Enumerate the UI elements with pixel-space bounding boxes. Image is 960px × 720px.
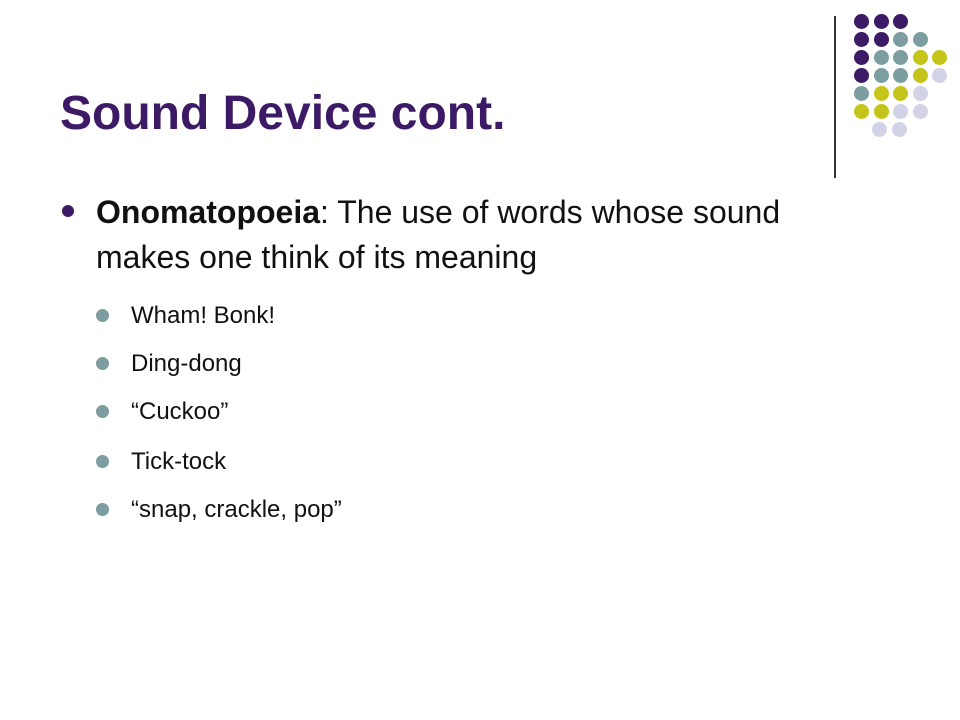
list-item-text: “Cuckoo”: [131, 398, 229, 425]
decorative-divider-line: [834, 16, 836, 178]
decorative-dot: [854, 104, 869, 119]
list-item-text: Wham! Bonk!: [131, 302, 276, 329]
decorative-dot: [893, 50, 908, 65]
decorative-dot: [874, 14, 889, 29]
list-item-text: Ding-dong: [131, 350, 242, 377]
sub-bullet-icon: [96, 405, 109, 418]
sub-bullet-icon: [96, 455, 109, 468]
decorative-dot: [932, 68, 947, 83]
decorative-dot: [854, 86, 869, 101]
decorative-dot: [913, 86, 928, 101]
decorative-dot: [893, 32, 908, 47]
decorative-dot: [854, 68, 869, 83]
term-separator: :: [320, 194, 329, 230]
decorative-dot: [932, 50, 947, 65]
decorative-dot: [893, 14, 908, 29]
decorative-dot: [913, 32, 928, 47]
main-bullet-text: [96, 190, 856, 280]
decorative-dot: [913, 50, 928, 65]
sub-bullet-icon: [96, 357, 109, 370]
decorative-dot: [874, 86, 889, 101]
sub-bullet-icon: [96, 309, 109, 322]
list-item-text: “snap, crackle, pop”: [131, 496, 342, 523]
decorative-dot: [913, 104, 928, 119]
slide-title: Sound Device cont.: [60, 87, 506, 140]
decorative-dot: [893, 86, 908, 101]
decorative-dot: [854, 50, 869, 65]
decorative-dot: [872, 122, 887, 137]
main-bullet-icon: [62, 205, 74, 217]
decorative-dot: [893, 104, 908, 119]
sub-bullet-icon: [96, 503, 109, 516]
term: Onomatopoeia: [96, 194, 321, 230]
decorative-dot: [893, 68, 908, 83]
decorative-dot: [913, 68, 928, 83]
term-definition: The use of words whose sound makes one think of its meaning: [96, 194, 781, 275]
decorative-dot: [892, 122, 907, 137]
decorative-dot: [874, 104, 889, 119]
decorative-dot: [874, 50, 889, 65]
decorative-dot: [854, 32, 869, 47]
list-item-text: Tick-tock: [131, 448, 227, 475]
decorative-dot: [874, 68, 889, 83]
decorative-dot: [854, 14, 869, 29]
decorative-dot: [874, 32, 889, 47]
